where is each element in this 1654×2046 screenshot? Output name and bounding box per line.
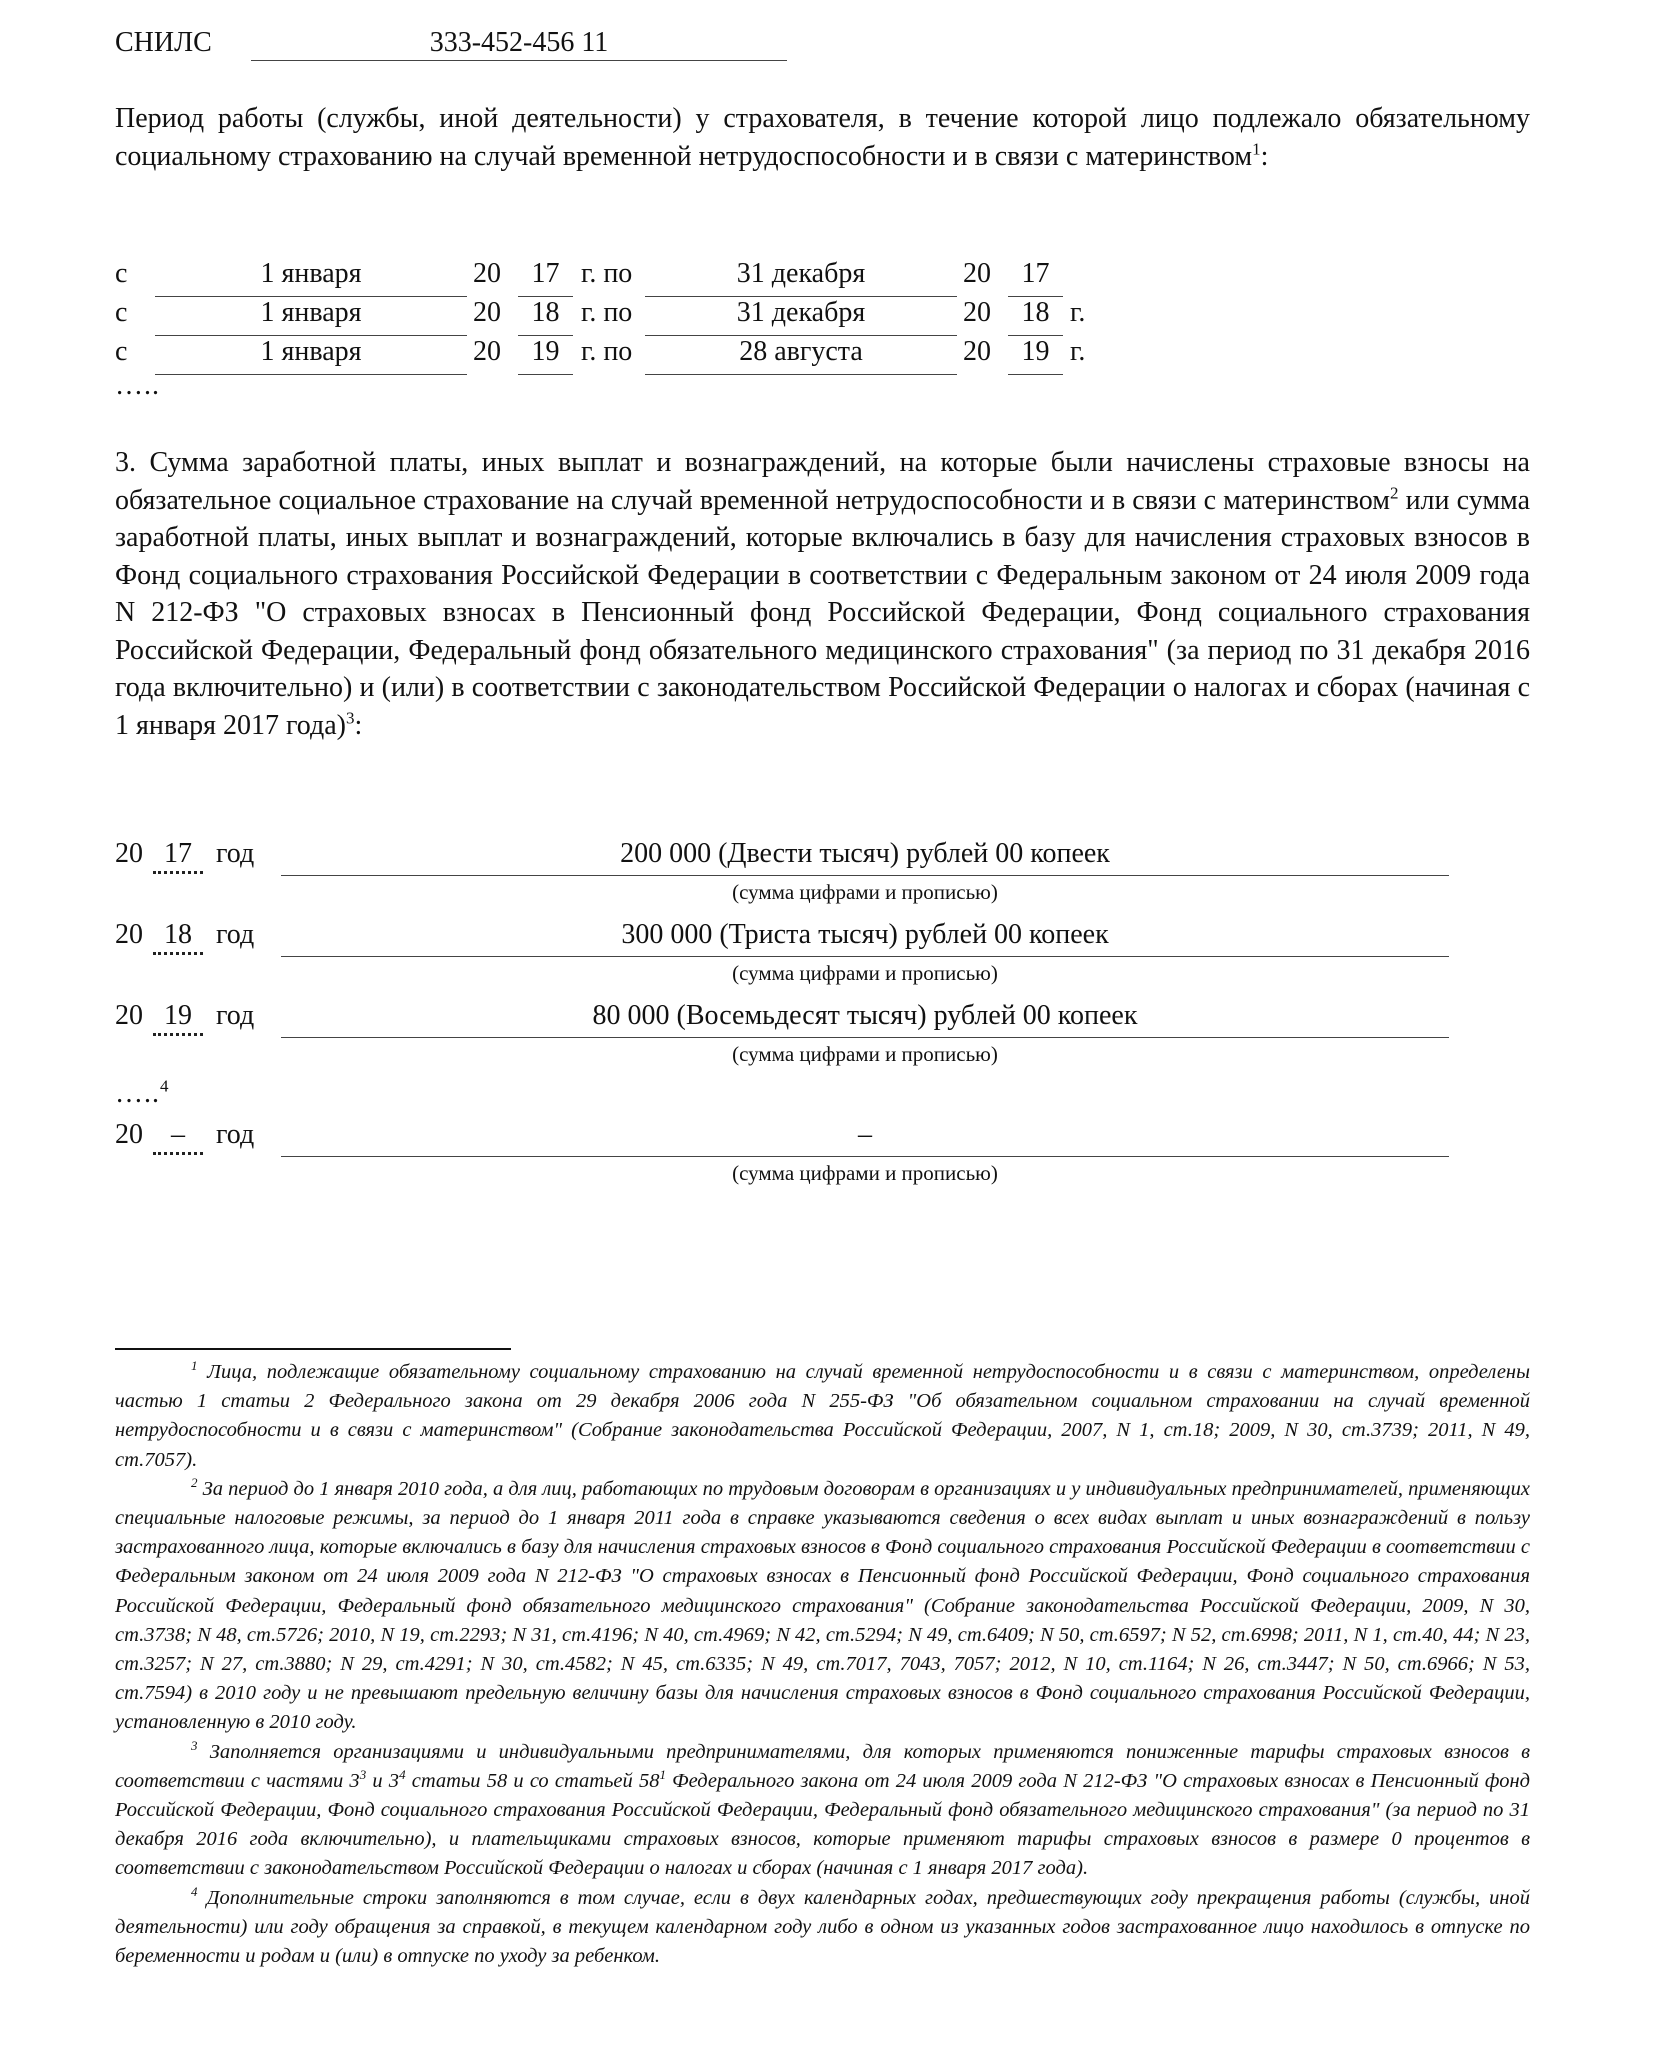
sum-unit-label: год [216, 919, 255, 950]
footnote-3 [115, 1738, 1530, 1884]
sum-century: 20 [115, 1000, 143, 1031]
period-from-date: 1 января [260, 297, 362, 328]
footnote-superscript: 1 [659, 1767, 666, 1783]
footnote-superscript: 4 [399, 1767, 406, 1783]
period-to-date: 31 декабря [736, 258, 866, 289]
footnote-1 [115, 1358, 1530, 1475]
footnote-number: 1 [191, 1358, 198, 1374]
sum-unit-label: год [216, 838, 255, 869]
footnote-ref-3: 3 [346, 708, 355, 728]
period-to-century: 20 [963, 297, 991, 328]
sum-year: 17 [164, 838, 192, 869]
snils-label: СНИЛС [115, 27, 212, 58]
period-from-year: 17 [531, 258, 560, 289]
sum-row [115, 916, 1530, 996]
footnote-ref-4: 4 [160, 1076, 170, 1096]
period-from-prefix: с [115, 297, 128, 328]
period-suffix: г. [1070, 336, 1086, 367]
period-from-century: 20 [473, 336, 501, 367]
sum-amount: – [858, 1119, 872, 1150]
sum-year: 19 [164, 1000, 192, 1031]
period-from-prefix: с [115, 336, 128, 367]
sum-year-dotted-underline [153, 952, 203, 955]
sum-year-dotted-underline [153, 871, 203, 874]
footnote-ref-2: 2 [1389, 483, 1399, 503]
sum-unit-label: год [216, 1000, 255, 1031]
sum-caption: (сумма цифрами и прописью) [732, 961, 998, 985]
sum-unit-label: год [216, 1119, 255, 1150]
snils-field [251, 24, 787, 62]
sum-caption: (сумма цифрами и прописью) [732, 1042, 998, 1066]
footnote-text: Заполняется организациями и индивидуальными предпринимателями, для которых применяются пониженные тарифы страховых взносов в соответствии с частями 3 [115, 1740, 1530, 1792]
period-from-date: 1 января [260, 258, 362, 289]
period-to-date: 28 августа [739, 336, 863, 367]
period-from-century: 20 [473, 297, 501, 328]
footnote-superscript: 3 [359, 1767, 367, 1783]
footnote-number: 2 [191, 1474, 198, 1490]
period-intro-paragraph [115, 100, 1530, 175]
sum-year-dotted-underline [153, 1152, 203, 1155]
footnote-text: Дополнительные строки заполняются в том случае, если в двух календарных годах, предшествующих году прекращения работы (службы, иной деятельности) или году обращения за справкой, в текущем календарном году либо в одном из указанных годов застрахованное лицо находилось в отпуске по беременности и родам и (или) в отпуске по уходу за ребенком. [115, 1886, 1530, 1968]
sum-century: 20 [115, 838, 143, 869]
period-to-year-underline [1008, 374, 1063, 375]
period-from-year: 19 [531, 336, 560, 367]
period-intro-text: Период работы (службы, иной деятельности) у страхователя, в течение которой лицо подлежало обязательному социальному страхованию на случай временной нетрудоспособности и в связи с материнством [115, 103, 1530, 172]
period-middle-label: г. по [581, 297, 633, 328]
period-to-century: 20 [963, 258, 991, 289]
period-to-year: 17 [1021, 258, 1050, 289]
sum-row [115, 1116, 1530, 1196]
period-ellipsis: ….. [115, 370, 160, 401]
sum-century: 20 [115, 919, 143, 950]
sum-caption: (сумма цифрами и прописью) [732, 880, 998, 904]
sum-amount-underline [281, 1156, 1449, 1157]
sum-row [115, 835, 1530, 915]
period-to-century: 20 [963, 336, 991, 367]
sum-amount: 200 000 (Двести тысяч) рублей 00 копеек [620, 838, 1110, 869]
sum-row [115, 997, 1530, 1077]
snils-value: 333-452-456 11 [429, 27, 609, 58]
sum-amount-underline [281, 1037, 1449, 1038]
footnote-text: Федерального закона от 24 июля 2009 года N 212-ФЗ "О страховых взносах в Пенсионный фонд Российской Федерации, Фонд социального страхования Российской Федерации, Федеральный фонд обязательного медицинского страхования" (за период по 31 декабря 2016 года включительно), и плательщиками страховых взносов, которые применяют тарифы страховых взносов в размере 0 процентов в соответствии с законодательством Российской Федерации о налогах и сборах (начиная с 1 января 2017 года). [115, 1769, 1531, 1880]
period-suffix: г. [1070, 297, 1086, 328]
period-from-date: 1 января [260, 336, 362, 367]
period-middle-label: г. по [581, 258, 633, 289]
sum-amount: 300 000 (Триста тысяч) рублей 00 копеек [621, 919, 1109, 950]
section-3-paragraph [115, 444, 1530, 744]
section-3-text-part1: 3. Сумма заработной платы, иных выплат и вознаграждений, на которые были начислены страховые взносы на обязательное социальное страхование на случай временной нетрудоспособности и в связи с материнством [115, 447, 1530, 516]
sum-amount: 80 000 (Восемьдесят тысяч) рублей 00 копеек [592, 1000, 1138, 1031]
period-to-date: 31 декабря [736, 297, 866, 328]
footnote-2 [115, 1475, 1530, 1738]
period-from-year-underline [518, 374, 573, 375]
period-intro-tail: : [1260, 140, 1269, 172]
section-3-text-part2: или сумма заработной платы, иных выплат и вознаграждений, которые включались в базу для начисления страховых взносов в Фонд социального страхования Российской Федерации в соответствии с Федеральным законом от 24 июля 2009 года N 212-ФЗ "О страховых взносах в Пенсионный фонд Российской Федерации, Фонд социального страхования Российской Федерации, Федеральный фонд обязательного медицинского страхования" (за период по 31 декабря 2016 года включительно) и (или) в соответствии с законодательством Российской Федерации о налогах и сборах (начиная с 1 января 2017 года) [115, 484, 1530, 741]
section-3-tail: : [354, 709, 363, 741]
sum-ellipsis [115, 1078, 170, 1110]
period-to-year: 18 [1021, 297, 1050, 328]
sum-ellipsis-dots: ….. [115, 1078, 160, 1109]
period-from-prefix: с [115, 258, 128, 289]
period-to-year: 19 [1021, 336, 1050, 367]
sum-year-dotted-underline [153, 1033, 203, 1036]
period-middle-label: г. по [581, 336, 633, 367]
period-from-date-underline [155, 374, 467, 375]
period-row [115, 294, 1115, 333]
footnote-text: статьи 58 и со статьей 58 [405, 1769, 660, 1792]
sum-year: – [171, 1119, 185, 1150]
footnote-ref-1: 1 [1252, 139, 1261, 159]
footnote-text: и 3 [366, 1769, 400, 1792]
sum-amount-underline [281, 875, 1449, 876]
footnotes [115, 1358, 1530, 1971]
period-to-date-underline [645, 374, 957, 375]
period-from-century: 20 [473, 258, 501, 289]
footnote-separator [115, 1348, 511, 1350]
period-row [115, 333, 1115, 372]
sum-year: 18 [164, 919, 192, 950]
footnote-number: 4 [191, 1883, 198, 1899]
footnote-4 [115, 1884, 1530, 1972]
sum-century: 20 [115, 1119, 143, 1150]
snils-underline [251, 60, 787, 61]
period-row [115, 255, 1115, 294]
period-from-year: 18 [531, 297, 560, 328]
sum-amount-underline [281, 956, 1449, 957]
footnote-text: За период до 1 января 2010 года, а для лиц, работающих по трудовым договорам в организациях и у индивидуальных предпринимателей, применяющих специальные налоговые режимы, за период до 1 января 2011 года в справке указываются сведения о всех видах выплат и иных вознаграждений в пользу застрахованного лица, которые включались в базу для начисления страховых взносов в Фонд социального страхования Российской Федерации в соответствии с Федеральным законом от 24 июля 2009 года N 212-ФЗ "О страховых взносах в Пенсионный фонд Российской Федерации, Фонд социального страхования Российской Федерации, Федеральный фонд обязательного медицинского страхования" (Собрание законодательства Российской Федерации, 2009, N 30, ст.3738; N 48, ст.5726; 2010, N 19, ст.2293; N 31, ст.4196; N 40, ст.4969; N 42, ст.5294; N 49, ст.6409; N 50, ст.6597; N 52, ст.6998; 2011, N 1, ст.40, 44; N 23, ст.3257; N 27, ст.3880; N 29, ст.4291; N 30, ст.4582; N 45, ст.6335; N 49, ст.7017, 7043, 7057; 2012, N 10, ст.1164; N 26, ст.3447; N 50, ст.6966; N 53, ст.7594) в 2010 году и не превышают предельную величину базы для начисления страховых взносов в Фонд социального страхования Российской Федерации, установленную в 2010 году. [115, 1477, 1530, 1734]
sum-caption: (сумма цифрами и прописью) [732, 1161, 998, 1185]
footnote-text: Лица, подлежащие обязательному социальному страхованию на случай временной нетрудоспособности и в связи с материнством, определены частью 1 статьи 2 Федерального закона от 29 декабря 2006 года N 255-ФЗ "Об обязательном социальном страховании на случай временной нетрудоспособности и в связи с материнством" (Собрание законодательства Российской Федерации, 2007, N 1, ст.18; 2009, N 30, ст.3739; 2011, N 49, ст.7057). [115, 1361, 1530, 1471]
footnote-number: 3 [191, 1737, 198, 1753]
